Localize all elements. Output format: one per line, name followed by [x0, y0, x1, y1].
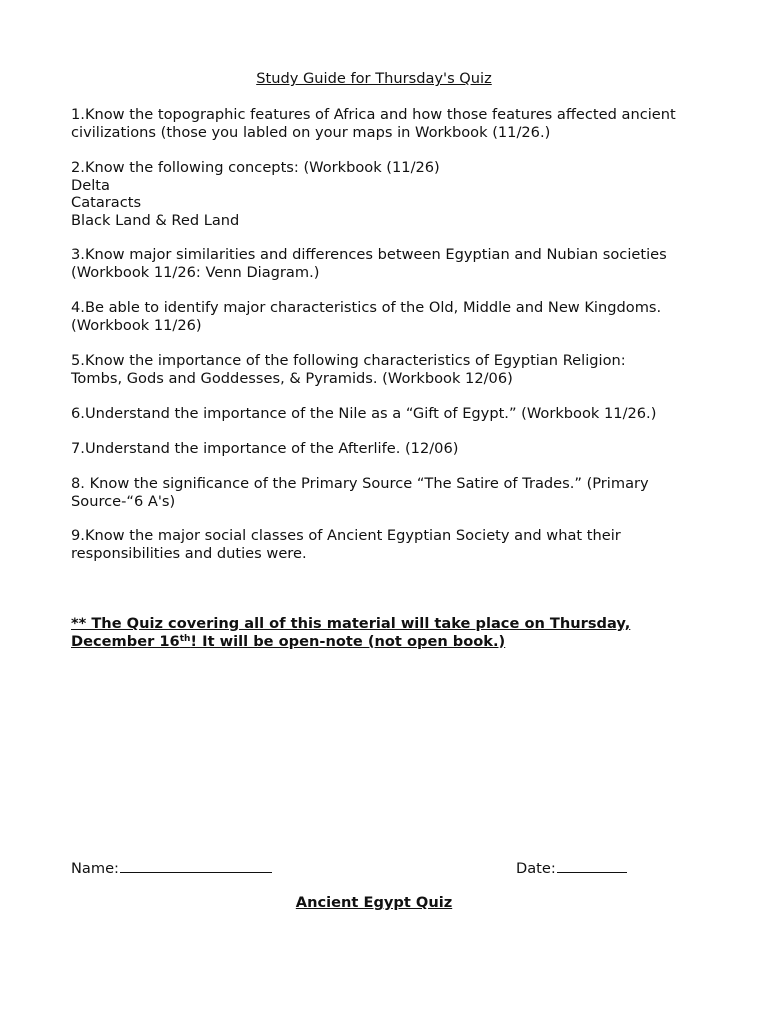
- item-line: 3.Know major similarities and differences between Egyptian and Nubian societies: [71, 246, 667, 263]
- item-line: 7.Understand the importance of the Afterlife. (12/06): [71, 440, 459, 457]
- item-number: 6.: [71, 405, 85, 422]
- item-line: 1.Know the topographic features of Africa and how those features affected ancient: [71, 106, 676, 123]
- item-line: 6.Understand the importance of the Nile as a “Gift of Egypt.” (Workbook 11/26.): [71, 405, 657, 422]
- item-line: Source-“6 A's): [71, 492, 176, 510]
- item-line: civilizations (those you labled on your maps in Workbook (11/26.): [71, 123, 551, 141]
- item-line: responsibilities and duties were.: [71, 544, 307, 562]
- name-label: Name:: [71, 860, 119, 877]
- concept-delta: Delta: [71, 176, 110, 194]
- notice-line-2: December 16th! It will be open-note (not open book.): [71, 632, 506, 650]
- study-item-7: [71, 440, 721, 458]
- date-field: [516, 858, 627, 878]
- item-number: 9.: [71, 527, 85, 544]
- item-number: 7.: [71, 440, 85, 457]
- ordinal-suffix: th: [179, 633, 191, 644]
- item-number: 2.: [71, 159, 85, 176]
- item-line: (Workbook 11/26: Venn Diagram.): [71, 263, 320, 281]
- study-item-3: [71, 246, 721, 281]
- date-blank-line[interactable]: [557, 858, 627, 873]
- quiz-notice: [71, 615, 731, 650]
- name-field: [71, 858, 272, 878]
- item-number: 4.: [71, 299, 85, 316]
- item-line: 2.Know the following concepts: (Workbook (11/26): [71, 159, 440, 176]
- study-item-9: [71, 527, 721, 562]
- notice-line-1: ** The Quiz covering all of this material will take place on Thursday,: [71, 615, 631, 632]
- item-line: (Workbook 11/26): [71, 316, 202, 334]
- page-title: Study Guide for Thursday's Quiz: [256, 70, 492, 87]
- concept-black-red-land: Black Land & Red Land: [71, 211, 240, 229]
- item-line: 9.Know the major social classes of Ancient Egyptian Society and what their: [71, 527, 621, 544]
- item-line: Tombs, Gods and Goddesses, & Pyramids. (Workbook 12/06): [71, 369, 513, 387]
- footer-title: Ancient Egypt Quiz: [295, 894, 453, 911]
- item-number: 5.: [71, 352, 85, 369]
- study-item-2: [71, 159, 721, 229]
- item-number: 3.: [71, 246, 85, 263]
- item-line: 8. Know the significance of the Primary Source “The Satire of Trades.” (Primary: [71, 475, 649, 492]
- name-blank-line[interactable]: [120, 858, 272, 873]
- study-item-6: [71, 405, 721, 423]
- item-line: 5.Know the importance of the following characteristics of Egyptian Religion:: [71, 352, 626, 369]
- item-line: 4.Be able to identify major characteristics of the Old, Middle and New Kingdoms.: [71, 299, 662, 316]
- date-label: Date:: [516, 860, 556, 877]
- study-item-5: [71, 352, 721, 387]
- concept-cataracts: Cataracts: [71, 194, 142, 212]
- study-item-4: [71, 299, 721, 334]
- item-number: 1.: [71, 106, 85, 123]
- study-item-8: [71, 475, 721, 510]
- item-number: 8.: [71, 475, 85, 492]
- study-item-1: [71, 106, 721, 141]
